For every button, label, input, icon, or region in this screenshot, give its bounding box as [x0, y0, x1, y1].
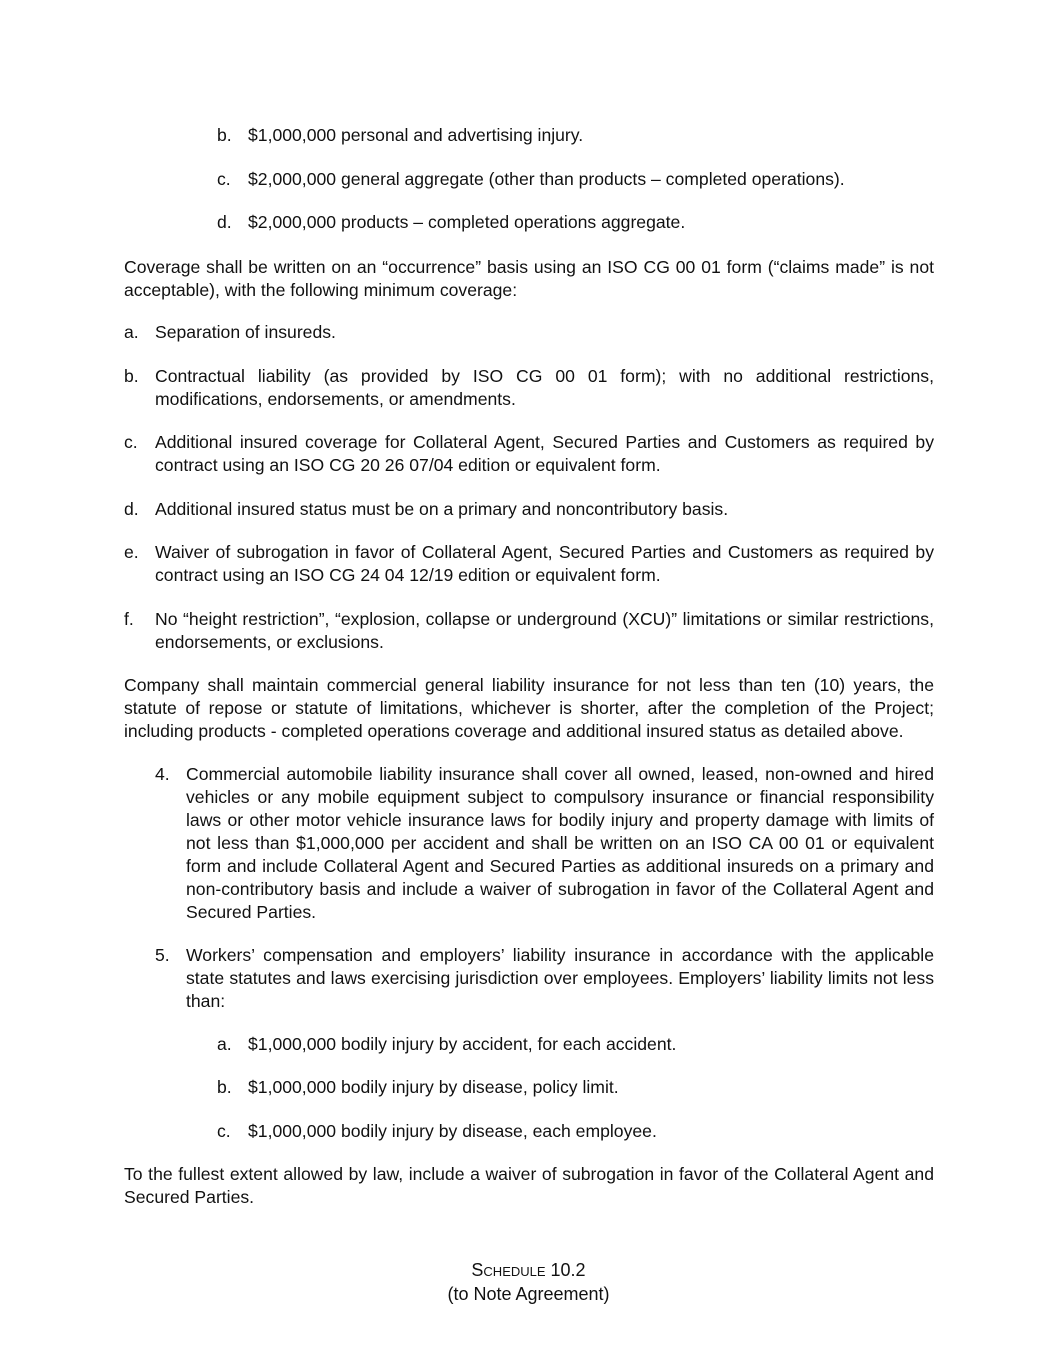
list-item	[217, 1120, 934, 1143]
list-item	[124, 321, 934, 344]
list-label: a.	[124, 322, 139, 342]
list-text: Workers’ compensation and employers’ liability insurance in accordance with the applicable state statutes and laws exercising jurisdiction over employees. Employers’ liability limits not less than:	[186, 945, 934, 1011]
list-label: c.	[217, 169, 231, 189]
list-text: $1,000,000 bodily injury by accident, for each accident.	[248, 1034, 677, 1054]
list-label: e.	[124, 542, 139, 562]
list-label: d.	[217, 212, 232, 232]
numbered-item	[155, 944, 934, 1013]
list-text: $1,000,000 bodily injury by disease, each employee.	[248, 1121, 657, 1141]
list-label: c.	[124, 432, 138, 452]
coverage-intro-paragraph: Coverage shall be written on an “occurrence” basis using an ISO CG 00 01 form (“claims made” is not acceptable), with the following minimum coverage:	[124, 257, 934, 300]
list-label: b.	[124, 366, 139, 386]
company-paragraph: Company shall maintain commercial general liability insurance for not less than ten (10) years, the statute of repose or statute of limitations, whichever is shorter, after the completion of the Project; including products - completed operations coverage and additional insured status as detailed above.	[124, 675, 934, 741]
list-text: $2,000,000 products – completed operations aggregate.	[248, 212, 686, 232]
list-item	[124, 365, 934, 411]
list-item	[217, 1033, 934, 1056]
list-item	[124, 498, 934, 521]
list-label: d.	[124, 499, 139, 519]
list-item	[124, 431, 934, 477]
list-text: Separation of insureds.	[155, 322, 336, 342]
schedule-title: Schedule 10.2	[471, 1260, 586, 1280]
list-text: Additional insured status must be on a primary and noncontributory basis.	[155, 499, 729, 519]
page-footer	[0, 1258, 1057, 1306]
list-item	[217, 211, 934, 234]
list-item	[217, 168, 934, 191]
list-item	[124, 608, 934, 654]
schedule-subtitle: (to Note Agreement)	[447, 1284, 610, 1304]
list-item	[217, 1076, 934, 1099]
list-text: $2,000,000 general aggregate (other than products – completed operations).	[248, 169, 845, 189]
list-label: a.	[217, 1034, 232, 1054]
numbered-item	[155, 763, 934, 924]
list-text: $1,000,000 personal and advertising injury.	[248, 125, 584, 145]
list-text: Contractual liability (as provided by ISO CG 00 01 form); with no additional restrictions, modifications, endorsements, or amendments.	[155, 366, 934, 409]
list-text: Additional insured coverage for Collateral Agent, Secured Parties and Customers as required by contract using an ISO CG 20 26 07/04 edition or equivalent form.	[155, 432, 934, 475]
list-label: 4.	[155, 764, 170, 784]
list-text: Waiver of subrogation in favor of Collateral Agent, Secured Parties and Customers as required by contract using an ISO CG 24 04 12/19 edition or equivalent form.	[155, 542, 934, 585]
closing-paragraph: To the fullest extent allowed by law, include a waiver of subrogation in favor of the Collateral Agent and Secured Parties.	[124, 1164, 934, 1207]
list-text: No “height restriction”, “explosion, collapse or underground (XCU)” limitations or similar restrictions, endorsements, or exclusions.	[155, 609, 934, 652]
list-label: b.	[217, 125, 232, 145]
list-text: $1,000,000 bodily injury by disease, policy limit.	[248, 1077, 619, 1097]
list-label: c.	[217, 1121, 231, 1141]
list-label: 5.	[155, 945, 170, 965]
list-item	[124, 541, 934, 587]
list-text: Commercial automobile liability insurance shall cover all owned, leased, non-owned and hired vehicles or any mobile equipment subject to compulsory insurance or financial responsibility laws or other motor vehicle insurance laws for bodily injury and property damage with limits of not less than $1,000,000 per accident and shall be written on an ISO CA 00 01 or equivalent form and include Collateral Agent and Secured Parties as additional insureds on a primary and non-contributory basis and include a waiver of subrogation in favor of the Collateral Agent and Secured Parties.	[186, 764, 934, 922]
list-item	[217, 124, 934, 147]
list-label: b.	[217, 1077, 232, 1097]
list-label: f.	[124, 609, 134, 629]
